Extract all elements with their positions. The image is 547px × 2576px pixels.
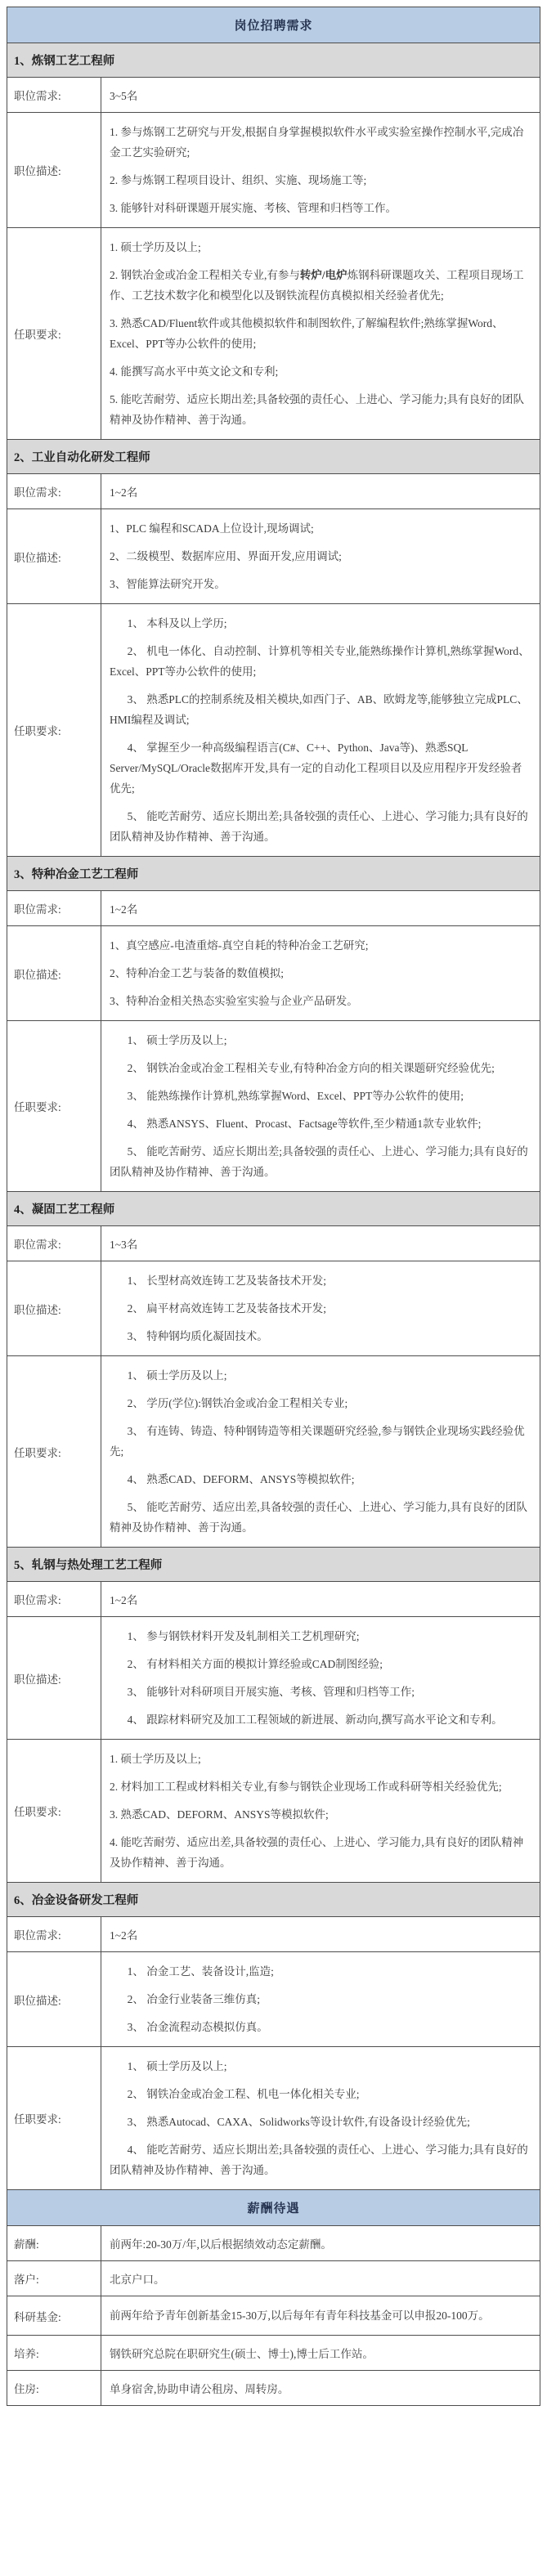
requirements-cell: [101, 1021, 540, 1192]
recruitment-table: [7, 7, 540, 2406]
benefit-value-hukou: 北京户口。: [101, 2261, 540, 2296]
benefit-text: 前两年给予青年创新基金15-30万,以后每年有青年科技基金可以申报20-100万。: [110, 2309, 490, 2322]
table-row: [7, 1192, 540, 1226]
table-row: [7, 926, 540, 1021]
page-title: 岗位招聘需求: [7, 7, 540, 43]
table-row: [7, 1917, 540, 1952]
demand-label: 职位需求:: [7, 891, 101, 926]
demand-label: 职位需求:: [7, 78, 101, 113]
table-row: [7, 2371, 540, 2406]
description-label: 职位描述:: [7, 1261, 101, 1356]
requirement-item: 2、 钢铁冶金或冶金工程相关专业,有特种冶金方向的相关课题研究经验优先;: [127, 1062, 495, 1074]
table-row: [7, 2226, 540, 2261]
description-cell: [101, 509, 540, 604]
description-label: 职位描述:: [7, 1617, 101, 1740]
requirement-item: 2. 材料加工工程或材料相关专业,有参与钢铁企业现场工作或科研等相关经验优先;: [110, 1781, 502, 1793]
demand-value: 1~2名: [101, 1917, 540, 1952]
benefit-label-housing: 住房:: [7, 2371, 101, 2406]
benefit-value-housing: 单身宿舍,协助申请公租房、周转房。: [101, 2371, 540, 2406]
demand-value: 1~2名: [101, 1582, 540, 1617]
description-item: 3、 冶金流程动态模拟仿真。: [127, 2021, 268, 2033]
requirements-cell: [101, 228, 540, 440]
requirement-item: 3. 熟悉CAD、DEFORM、ANSYS等模拟软件;: [110, 1808, 329, 1821]
description-item: 4、 跟踪材料研究及加工工程领域的新进展、新动向,撰写高水平论文和专利。: [127, 1714, 503, 1726]
table-row: [7, 2190, 540, 2226]
requirement-item: 1、 硕士学历及以上;: [127, 1369, 227, 1382]
requirement-item: 1、 本科及以上学历;: [127, 617, 227, 629]
requirements-cell: [101, 1740, 540, 1883]
description-label: 职位描述:: [7, 926, 101, 1021]
requirement-text: 2. 钢铁冶金或冶金工程相关专业,有参与: [110, 269, 300, 281]
table-row: [7, 440, 540, 474]
benefit-label-hukou: 落户:: [7, 2261, 101, 2296]
requirements-cell: [101, 604, 540, 857]
requirements-cell: [101, 1356, 540, 1548]
requirement-item: 3、 熟悉Autocad、CAXA、Solidworks等设计软件,有设备设计经验优先;: [127, 2116, 470, 2128]
benefit-value-salary: 前两年:20-30万/年,以后根据绩效动态定薪酬。: [101, 2226, 540, 2261]
requirement-item: 2、 机电一体化、自动控制、计算机等相关专业,能熟练操作计算机,熟练掌握Word、Excel、PPT等办公软件的使用;: [110, 645, 530, 678]
job-section-title: 3、特种冶金工艺工程师: [7, 857, 540, 891]
table-row: [7, 43, 540, 78]
table-row: [7, 113, 540, 228]
requirement-item: 2、 学历(学位):钢铁冶金或冶金工程相关专业;: [127, 1397, 348, 1409]
requirement-item: 4、 能吃苦耐劳、适应长期出差;具备较强的责任心、上进心、学习能力;具有良好的团队精神及协作精神、善于沟通。: [110, 2144, 528, 2176]
requirement-item: 5、 能吃苦耐劳、适应长期出差;具备较强的责任心、上进心、学习能力;具有良好的团队精神及协作精神、善于沟通。: [110, 1145, 528, 1178]
description-label: 职位描述:: [7, 113, 101, 228]
requirements-label: 任职要求:: [7, 228, 101, 440]
requirements-label: 任职要求:: [7, 604, 101, 857]
description-item: 3. 能够针对科研课题开展实施、考核、管理和归档等工作。: [110, 202, 397, 214]
description-cell: [101, 1617, 540, 1740]
table-row: [7, 2296, 540, 2336]
description-label: 职位描述:: [7, 509, 101, 604]
table-row: [7, 228, 540, 440]
table-row: [7, 509, 540, 604]
table-row: [7, 2336, 540, 2371]
requirements-label: 任职要求:: [7, 1740, 101, 1883]
benefit-label-training: 培养:: [7, 2336, 101, 2371]
requirement-item: 1. 硕士学历及以上;: [110, 241, 201, 253]
table-row: [7, 1261, 540, 1356]
requirement-item: 3、 熟悉PLC的控制系统及相关模块,如西门子、AB、欧姆龙等,能够独立完成PLC、HMI编程及调试;: [110, 693, 528, 726]
requirement-item: 5、 能吃苦耐劳、适应长期出差;具备较强的责任心、上进心、学习能力;具有良好的团队精神及协作精神、善于沟通。: [110, 810, 528, 843]
table-row: [7, 1740, 540, 1883]
requirement-item: [110, 265, 531, 306]
requirement-item: 4. 能撰写高水平中英文论文和专利;: [110, 365, 279, 378]
description-item: 1、真空感应-电渣重熔-真空自耗的特种冶金工艺研究;: [110, 939, 369, 952]
demand-value: 1~2名: [101, 474, 540, 509]
benefit-value-research-fund: [101, 2296, 540, 2336]
requirement-item: 1. 硕士学历及以上;: [110, 1753, 201, 1765]
description-item: 2、二级模型、数据库应用、界面开发,应用调试;: [110, 550, 342, 562]
table-row: [7, 474, 540, 509]
description-cell: [101, 1261, 540, 1356]
demand-label: 职位需求:: [7, 1226, 101, 1261]
description-item: 1. 参与炼钢工艺研究与开发,根据自身掌握模拟软件水平或实验室操作控制水平,完成冶金工艺实验研究;: [110, 126, 524, 159]
description-item: 1、PLC 编程和SCADA上位设计,现场调试;: [110, 522, 314, 535]
requirement-text: 炼钢科研课题攻关、工程项目现场工作、工艺技术数字化和模型化以及钢铁流程仿真模拟相关经验者优先;: [110, 269, 524, 302]
description-cell: [101, 1952, 540, 2047]
requirement-item: 1、 硕士学历及以上;: [127, 1034, 227, 1046]
benefit-value-training: 钢铁研究总院在职研究生(硕士、博士),博士后工作站。: [101, 2336, 540, 2371]
table-row: [7, 1883, 540, 1917]
requirement-item: 1、 硕士学历及以上;: [127, 2060, 227, 2072]
description-cell: [101, 113, 540, 228]
job-section-title: 1、炼钢工艺工程师: [7, 43, 540, 78]
requirement-item: 2、 钢铁冶金或冶金工程、机电一体化相关专业;: [127, 2088, 360, 2100]
description-cell: [101, 926, 540, 1021]
description-item: 2、 冶金行业装备三维仿真;: [127, 1993, 260, 2005]
job-section-title: 5、轧钢与热处理工艺工程师: [7, 1548, 540, 1582]
requirements-cell: [101, 2047, 540, 2190]
demand-label: 职位需求:: [7, 1582, 101, 1617]
description-item: 1、 参与钢铁材料开发及轧制相关工艺机理研究;: [127, 1630, 360, 1642]
requirement-item: 3、 能熟练操作计算机,熟练掌握Word、Excel、PPT等办公软件的使用;: [127, 1090, 464, 1102]
description-item: 2. 参与炼钢工程项目设计、组织、实施、现场施工等;: [110, 174, 367, 186]
description-item: 3、智能算法研究开发。: [110, 578, 226, 590]
description-label: 职位描述:: [7, 1952, 101, 2047]
demand-value: 3~5名: [101, 78, 540, 113]
requirement-item: 4、 熟悉ANSYS、Fluent、Procast、Factsage等软件,至少精通1款专业软件;: [127, 1118, 482, 1130]
job-section-title: 6、冶金设备研发工程师: [7, 1883, 540, 1917]
description-item: 3、 能够针对科研项目开展实施、考核、管理和归档等工作;: [127, 1686, 415, 1698]
table-row: [7, 1617, 540, 1740]
description-item: 3、特种冶金相关热态实验室实验与企业产品研发。: [110, 995, 358, 1007]
description-item: 1、 长型材高效连铸工艺及装备技术开发;: [127, 1275, 326, 1287]
requirement-item: 5、 能吃苦耐劳、适应出差,具备较强的责任心、上进心、学习能力,具有良好的团队精神及协作精神、善于沟通。: [110, 1501, 527, 1534]
requirement-item: 3、 有连铸、铸造、特种钢铸造等相关课题研究经验,参与钢铁企业现场实践经验优先;: [110, 1425, 525, 1458]
requirement-item: 4、 熟悉CAD、DEFORM、ANSYS等模拟软件;: [127, 1473, 355, 1485]
table-row: [7, 7, 540, 43]
description-item: 3、 特种钢均质化凝固技术。: [127, 1330, 268, 1342]
table-row: [7, 891, 540, 926]
demand-label: 职位需求:: [7, 1917, 101, 1952]
recruitment-document: [7, 7, 540, 2460]
job-section-title: 2、工业自动化研发工程师: [7, 440, 540, 474]
table-row: [7, 78, 540, 113]
description-item: 2、 扁平材高效连铸工艺及装备技术开发;: [127, 1302, 326, 1315]
job-section-title: 4、凝固工艺工程师: [7, 1192, 540, 1226]
requirements-label: 任职要求:: [7, 1356, 101, 1548]
description-item: 2、特种冶金工艺与装备的数值模拟;: [110, 967, 285, 979]
table-row: [7, 1548, 540, 1582]
requirement-item: 5. 能吃苦耐劳、适应长期出差;具备较强的责任心、上进心、学习能力;具有良好的团队精神及协作精神、善于沟通。: [110, 393, 525, 426]
benefit-label-research-fund: 科研基金:: [7, 2296, 101, 2336]
demand-value: 1~2名: [101, 891, 540, 926]
benefit-label-salary: 薪酬:: [7, 2226, 101, 2261]
table-row: [7, 1021, 540, 1192]
requirements-label: 任职要求:: [7, 1021, 101, 1192]
requirement-item: 3. 熟悉CAD/Fluent软件或其他模拟软件和制图软件,了解编程软件;熟练掌握Word、Excel、PPT等办公软件的使用;: [110, 317, 504, 350]
table-row: [7, 1226, 540, 1261]
table-row: [7, 2047, 540, 2190]
description-item: 2、 有材料相关方面的模拟计算经验或CAD制图经验;: [127, 1658, 383, 1670]
table-row: [7, 1582, 540, 1617]
description-item: 1、 冶金工艺、装备设计,监造;: [127, 1965, 274, 1978]
benefits-title: 薪酬待遇: [7, 2190, 540, 2226]
demand-label: 职位需求:: [7, 474, 101, 509]
table-row: [7, 604, 540, 857]
demand-value: 1~3名: [101, 1226, 540, 1261]
requirement-item: 4、 掌握至少一种高级编程语言(C#、C++、Python、Java等)、熟悉SQL Server/MySQL/Oracle数据库开发,具有一定的自动化工程项目以及应用程序开发经验者优先;: [110, 741, 522, 795]
table-row: [7, 2261, 540, 2296]
table-row: [7, 857, 540, 891]
requirements-label: 任职要求:: [7, 2047, 101, 2190]
table-row: [7, 1952, 540, 2047]
requirement-item: 4. 能吃苦耐劳、适应出差,具备较强的责任心、上进心、学习能力,具有良好的团队精神及协作精神、善于沟通。: [110, 1836, 524, 1869]
requirement-bold-text: 转炉/电炉: [299, 269, 347, 281]
table-row: [7, 1356, 540, 1548]
